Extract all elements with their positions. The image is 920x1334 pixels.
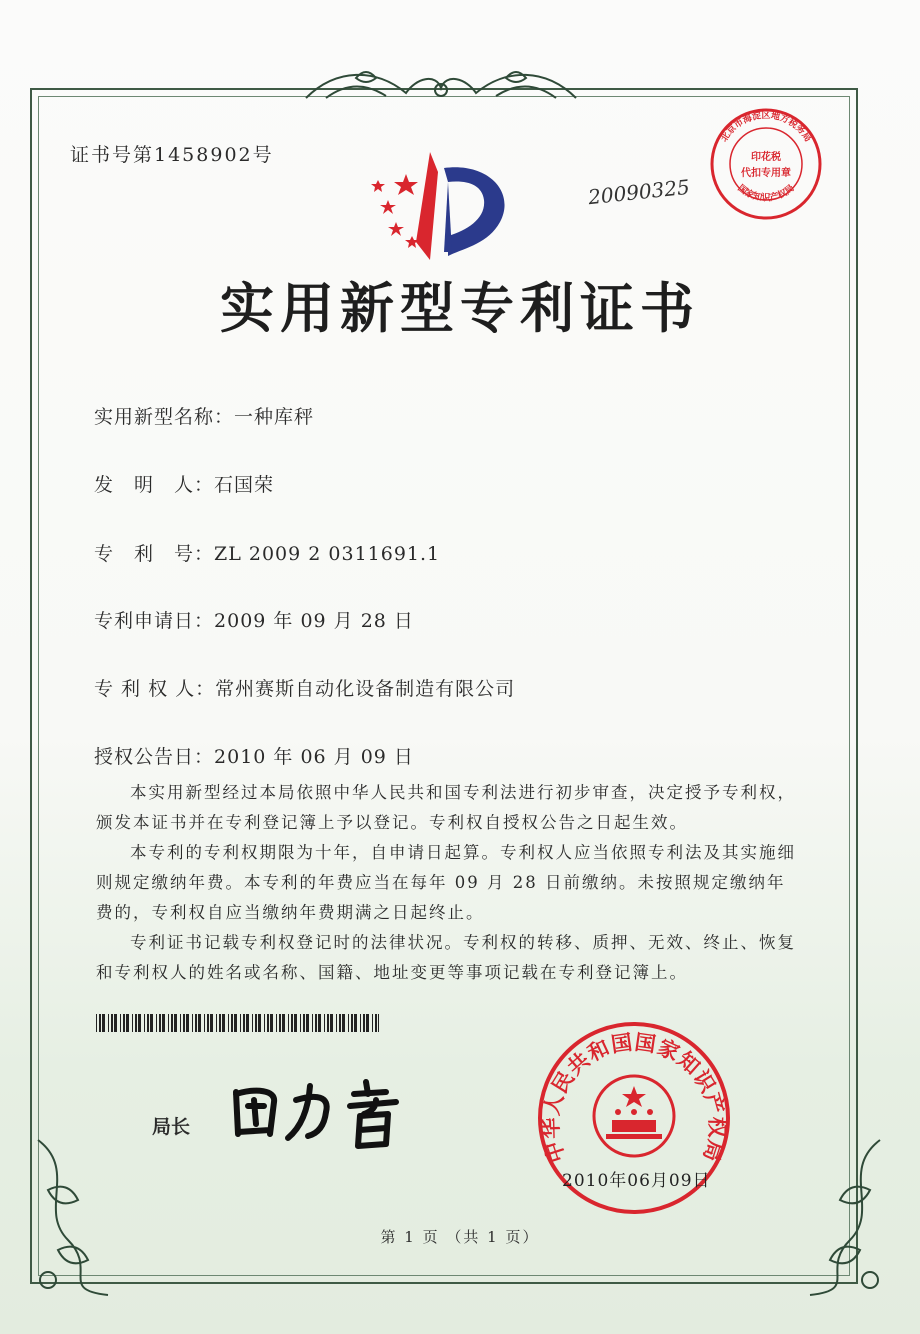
seal-text: 中华人民共和国国家知识产权局 [538,1030,730,1166]
certificate-number: 证书号第1458902号 [70,144,274,166]
patent-office-logo [368,152,518,264]
tax-stamp [706,104,826,224]
field-label: 授权公告日： [94,746,215,768]
handwritten-note: 20090325 [587,174,691,210]
certificate-body [96,778,796,988]
director-signature [226,1072,426,1152]
field-label: 实用新型名称： [94,406,235,428]
bottom-left-ornament [18,1130,128,1300]
field-value: 一种库秤 [234,406,315,428]
field-patent-number [94,539,440,566]
field-label: 专 利 号： [94,543,215,565]
field-patentee [94,674,515,701]
field-value: 2009 年 09 月 28 日 [214,610,414,632]
field-value: ZL 2009 2 0311691.1 [214,543,441,565]
director-label: 局长 [152,1116,191,1138]
field-application-date [94,606,414,633]
field-value: 常州赛斯自动化设备制造有限公司 [215,678,516,700]
top-ornament [296,58,586,108]
svg-text:国家知识产权局 [735,182,796,204]
body-paragraph-2: 本专利的专利权期限为十年，自申请日起算。专利权人应当依照专利法及其实施细则规定缴纳年费。本专利的年费应当在每年 09 月 28 日前缴纳。未按照规定缴纳年费的，专利权自应当缴纳年费期满之日起终止。 [96,843,796,922]
field-grant-date [94,742,414,769]
bottom-right-ornament [790,1130,900,1300]
field-label: 发 明 人： [94,474,215,496]
body-paragraph-3: 专利证书记载专利权登记时的法律状况。专利权的转移、质押、无效、终止、恢复和专利权人的姓名或名称、国籍、地址变更等事项记载在专利登记簿上。 [96,933,796,982]
tax-stamp-bottom-text: 国家知识产权局 [735,183,797,204]
page-number: 第 1 页 （共 1 页） [380,1228,540,1246]
field-value: 石国荣 [214,474,275,496]
seal-date: 2010年06月09日 [562,1171,711,1191]
tax-stamp-outer-text: 北京市海淀区地方税务局 [719,111,813,144]
svg-text:北京市海淀区地方税务局 [718,109,814,144]
barcode [96,1014,379,1032]
field-label: 专 利 权 人： [94,678,216,700]
certificate-title: 实用新型专利证书 [220,277,700,340]
field-utility-name [94,402,314,429]
field-value: 2010 年 06 月 09 日 [214,746,414,768]
field-inventor [94,470,274,497]
body-paragraph-1: 本实用新型经过本局依照中华人民共和国专利法进行初步审查，决定授予专利权，颁发本证书并在专利登记簿上予以登记。专利权自授权公告之日起生效。 [96,783,796,832]
field-label: 专利申请日： [94,610,215,632]
tax-stamp-inner-1: 印花税 [751,152,781,163]
tax-stamp-inner-2: 代扣专用章 [741,168,791,179]
